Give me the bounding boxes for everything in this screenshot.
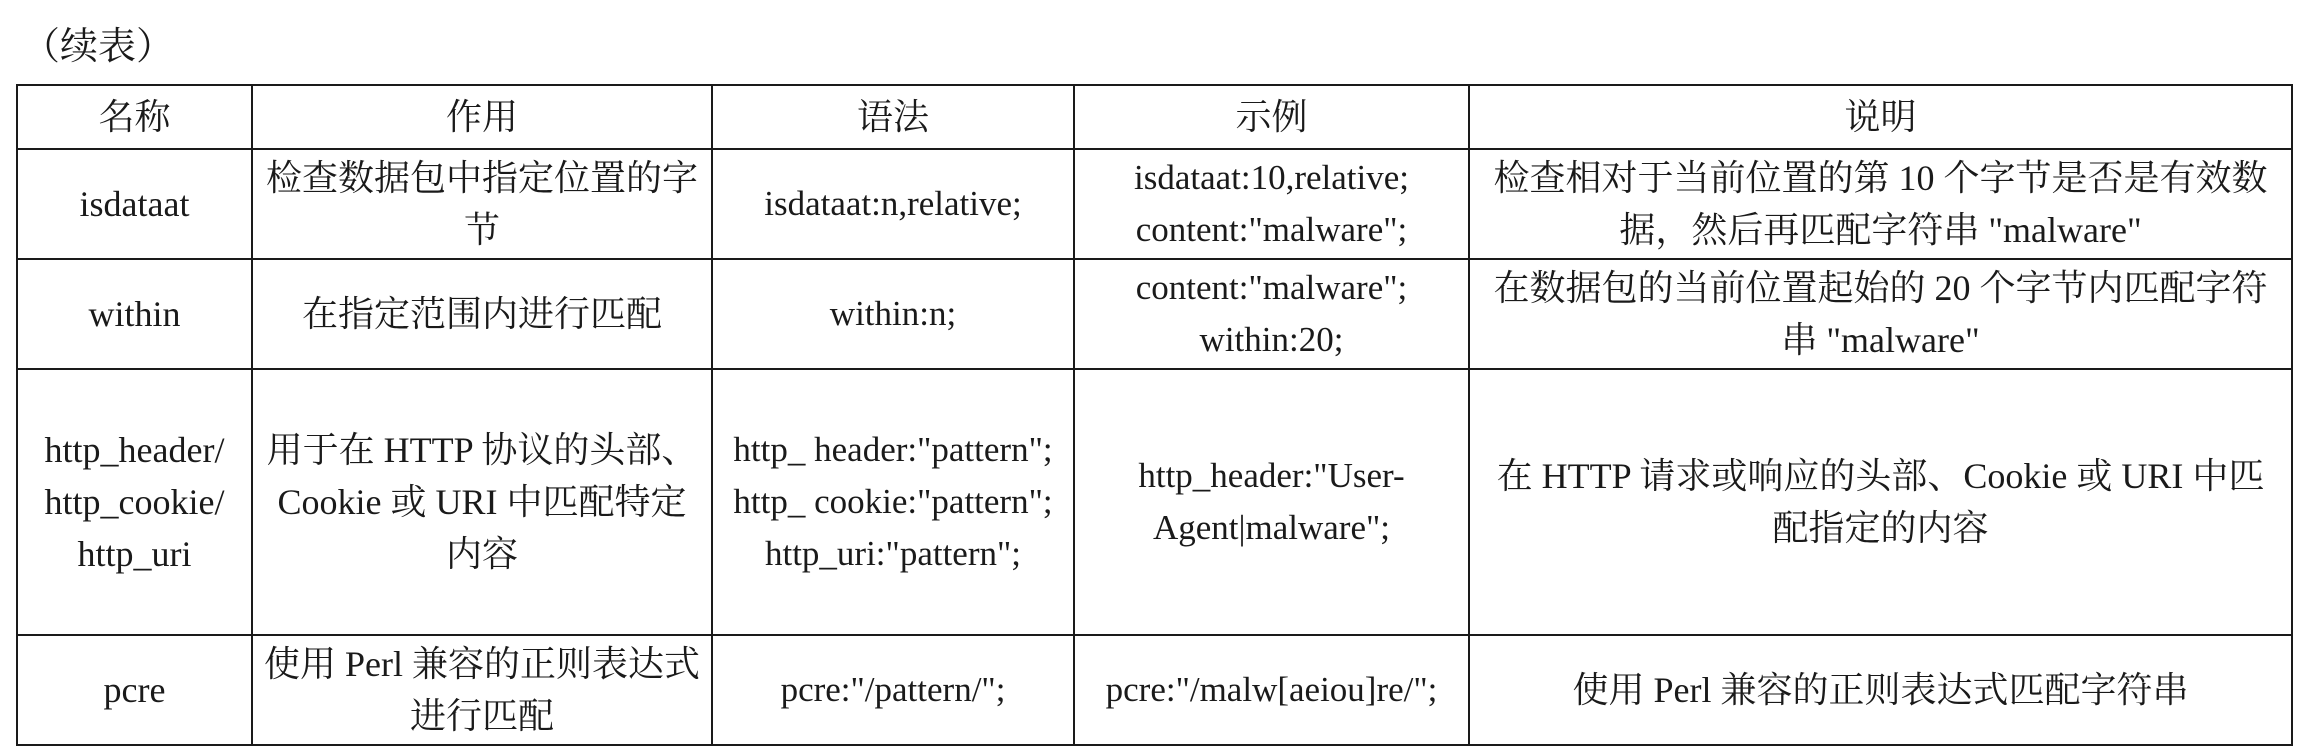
cell-name: within <box>17 259 252 369</box>
cell-example: http_header:"User-Agent|malware"; <box>1074 369 1469 635</box>
header-name: 名称 <box>17 85 252 149</box>
cell-purpose: 用于在 HTTP 协议的头部、Cookie 或 URI 中匹配特定内容 <box>252 369 712 635</box>
table-row <box>17 259 2292 369</box>
cell-description: 在 HTTP 请求或响应的头部、Cookie 或 URI 中匹配指定的内容 <box>1469 369 2292 635</box>
header-purpose: 作用 <box>252 85 712 149</box>
cell-name: isdataat <box>17 149 252 259</box>
table-row <box>17 635 2292 745</box>
cell-example: content:"malware"; within:20; <box>1074 259 1469 369</box>
table-row <box>17 369 2292 635</box>
cell-syntax: isdataat:n,relative; <box>712 149 1074 259</box>
header-syntax: 语法 <box>712 85 1074 149</box>
table-caption: （续表） <box>22 26 175 68</box>
cell-description: 在数据包的当前位置起始的 20 个字节内匹配字符串 "malware" <box>1469 259 2292 369</box>
cell-purpose: 使用 Perl 兼容的正则表达式进行匹配 <box>252 635 712 745</box>
cell-description: 使用 Perl 兼容的正则表达式匹配字符串 <box>1469 635 2292 745</box>
cell-purpose: 在指定范围内进行匹配 <box>252 259 712 369</box>
table-row <box>17 149 2292 259</box>
cell-example: isdataat:10,relative; content:"malware"; <box>1074 149 1469 259</box>
cell-syntax: http_ header:"pattern"; http_ cookie:"pattern"; http_uri:"pattern"; <box>712 369 1074 635</box>
header-example: 示例 <box>1074 85 1469 149</box>
cell-syntax: pcre:"/pattern/"; <box>712 635 1074 745</box>
cell-example: pcre:"/malw[aeiou]re/"; <box>1074 635 1469 745</box>
rule-keyword-table <box>16 84 2293 746</box>
header-description: 说明 <box>1469 85 2292 149</box>
cell-name: http_header/ http_cookie/ http_uri <box>17 369 252 635</box>
table-header-row <box>17 85 2292 149</box>
cell-syntax: within:n; <box>712 259 1074 369</box>
cell-name: pcre <box>17 635 252 745</box>
cell-purpose: 检查数据包中指定位置的字节 <box>252 149 712 259</box>
cell-description: 检查相对于当前位置的第 10 个字节是否是有效数据，然后再匹配字符串 "malware" <box>1469 149 2292 259</box>
